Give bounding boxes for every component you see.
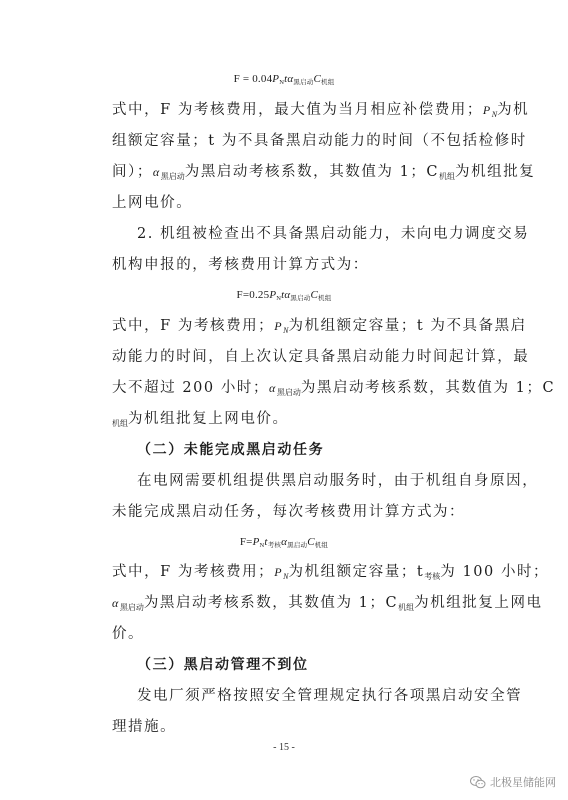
para5-line2: $\alpha_{黑启动}$为黑启动考核系数，其数值为 1；$C_{机组}$为机组批复上网电 <box>112 595 543 612</box>
para4-line2: 未能完成黑启动任务，每次考核费用计算方式为： <box>112 504 466 520</box>
para5-line3: 价。 <box>112 626 145 642</box>
wechat-icon <box>470 776 486 789</box>
formula-3: $F=P_Nt_{考核}\alpha_{黑启动}C_{机组}$ <box>239 536 329 549</box>
para6-line1: 发电厂须严格按照安全管理规定执行各项黑启动安全管 <box>137 688 523 704</box>
para1-line2: 组额定容量；t 为不具备黑启动能力的时间（不包括检修时 <box>112 133 527 149</box>
formula-1: $F = 0.04P_Nt\alpha_{黑启动}C_{机组}$ <box>233 73 335 86</box>
para1-line1: 式中，F 为考核费用，最大值为当月相应补偿费用；$P_N$为机 <box>112 102 530 119</box>
para3-line1: 式中，F 为考核费用；$P_N$为机组额定容量；t 为不具备黑启 <box>112 318 527 335</box>
watermark <box>470 774 556 790</box>
page-number: - 15 - <box>273 742 295 753</box>
para4-line1: 在电网需要机组提供黑启动服务时，由于机组自身原因， <box>137 473 539 489</box>
para2-line1: 2. 机组被检查出不具备黑启动能力，未向电力调度交易 <box>137 226 530 242</box>
formula-2: $F=0.25P_Nt\alpha_{黑启动}C_{机组}$ <box>236 289 332 302</box>
para2-line2: 机构申报的，考核费用计算方式为： <box>112 257 369 273</box>
para3-line3: 大不超过 200 小时；$\alpha_{黑启动}$为黑启动考核系数，其数值为 1；C <box>112 380 556 397</box>
para3-line4: $_{机组}$为机组批复上网电价。 <box>112 411 289 428</box>
para5-line1: 式中，F 为考核费用；$P_N$为机组额定容量；$t_{考核}$为 100 小时； <box>112 564 550 581</box>
para1-line3: 间）；$\alpha_{黑启动}$为黑启动考核系数，其数值为 1；$C_{机组}$为机组批复 <box>112 164 536 181</box>
section-heading-3: （三）黑启动管理不到位 <box>137 657 309 673</box>
section-heading-2: （二）未能完成黑启动任务 <box>137 442 325 458</box>
para3-line2: 动能力的时间，自上次认定具备黑启动能力时间起计算，最 <box>112 349 530 365</box>
para1-line4: 上网电价。 <box>112 195 193 211</box>
para6-line2: 理措施。 <box>112 719 177 735</box>
watermark-text: 北极星储能网 <box>490 776 556 789</box>
